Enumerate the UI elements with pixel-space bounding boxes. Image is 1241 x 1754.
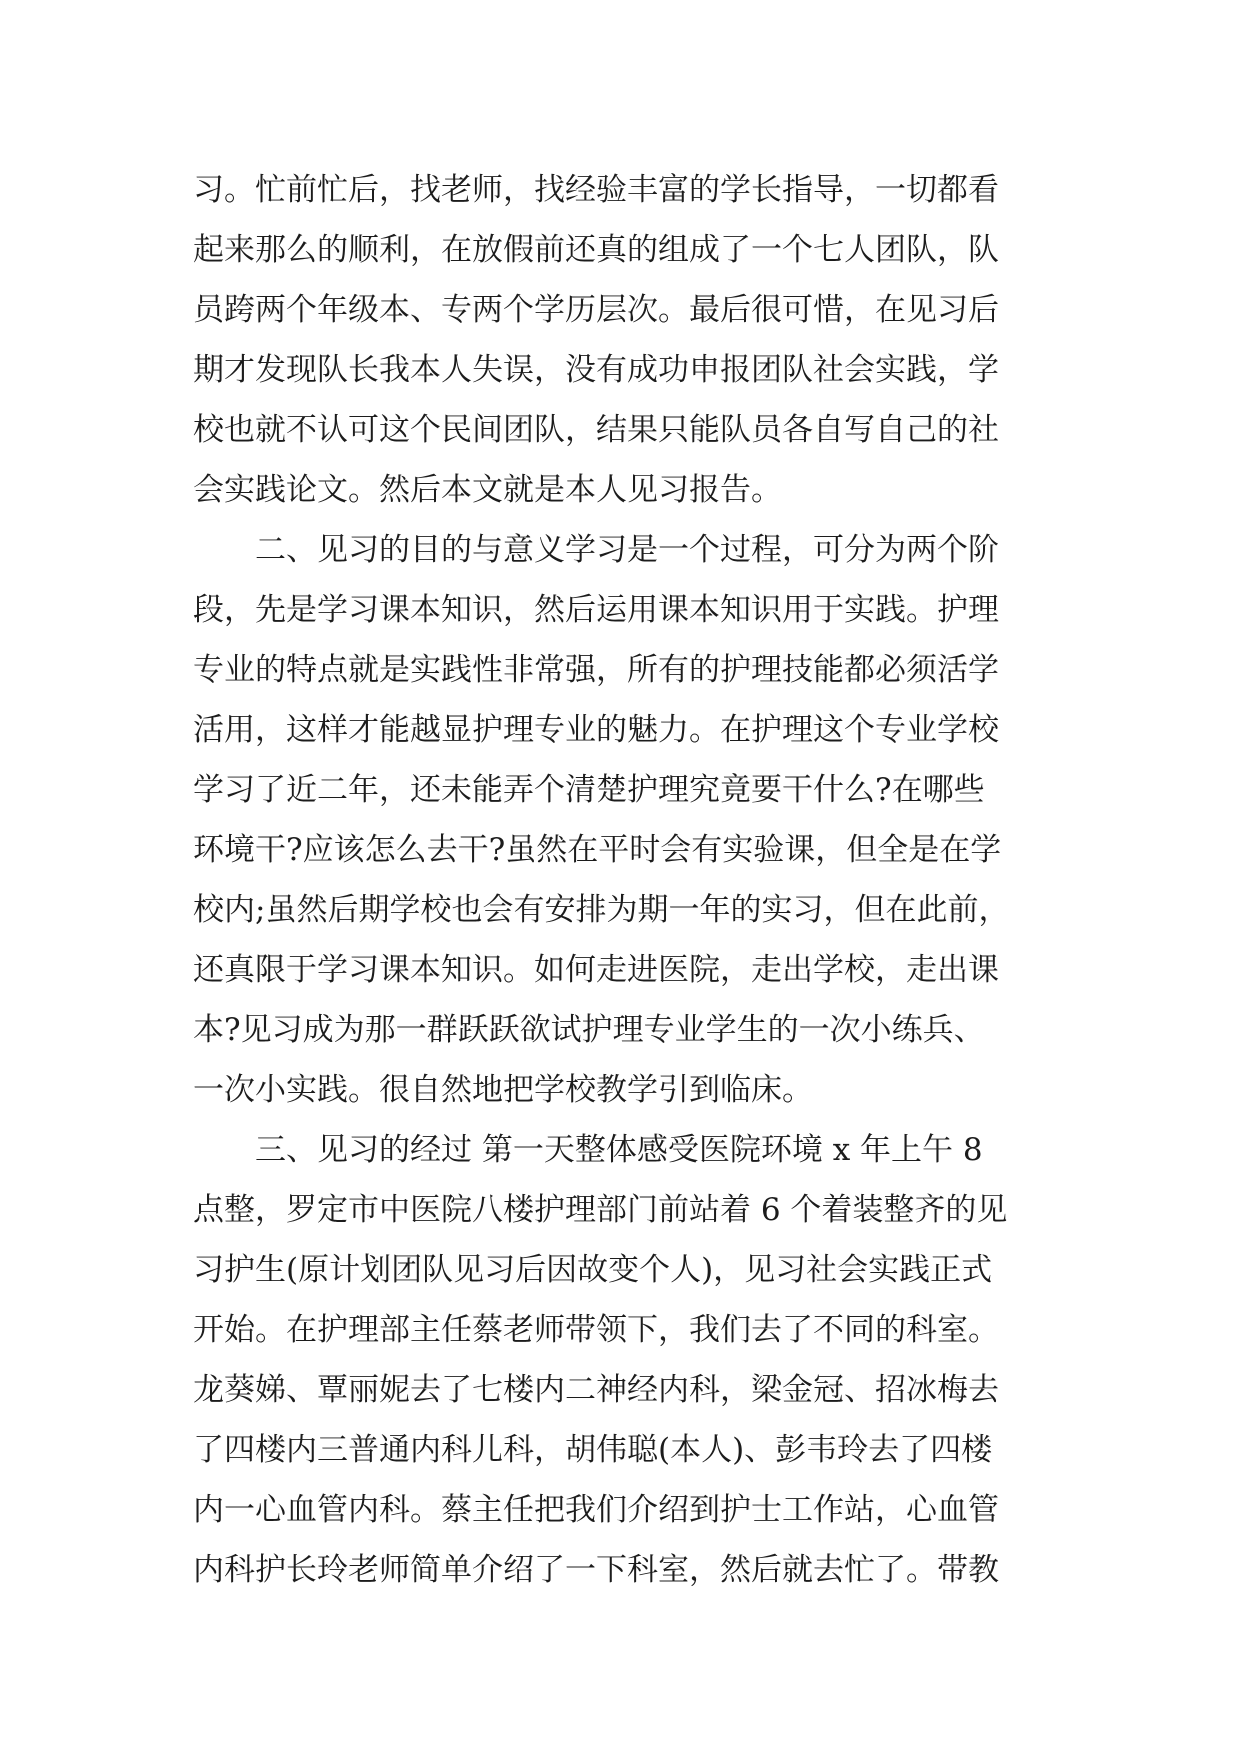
text-line: 了四楼内三普通内科儿科，胡伟聪(本人)、彭韦玲去了四楼	[193, 1432, 993, 1468]
text-line: 段，先是学习课本知识，然后运用课本知识用于实践。护理	[193, 592, 999, 628]
section-heading-line: 二、见习的目的与意义学习是一个过程，可分为两个阶	[193, 532, 999, 568]
text-line: 开始。在护理部主任蔡老师带领下，我们去了不同的科室。	[193, 1312, 999, 1348]
text-line: 本?见习成为那一群跃跃欲试护理专业学生的一次小练兵、	[193, 1012, 985, 1048]
text-line: 一次小实践。很自然地把学校教学引到临床。	[193, 1072, 813, 1108]
text-line: 习护生(原计划团队见习后因故变个人)，见习社会实践正式	[193, 1252, 993, 1288]
text-line: 点整，罗定市中医院八楼护理部门前站着 6 个着装整齐的见	[193, 1192, 1008, 1228]
text-line: 起来那么的顺利，在放假前还真的组成了一个七人团队，队	[193, 232, 999, 268]
text-line: 习。忙前忙后，找老师，找经验丰富的学长指导，一切都看	[193, 172, 999, 208]
text-line: 专业的特点就是实践性非常强，所有的护理技能都必须活学	[193, 652, 999, 688]
text-line: 期才发现队长我本人失误，没有成功申报团队社会实践，学	[193, 352, 999, 388]
text-line: 内科护长玲老师简单介绍了一下科室，然后就去忙了。带教	[193, 1552, 999, 1588]
document-body	[193, 160, 1053, 1600]
text-line: 校内;虽然后期学校也会有安排为期一年的实习，但在此前，	[193, 892, 1010, 928]
text-line: 还真限于学习课本知识。如何走进医院，走出学校，走出课	[193, 952, 999, 988]
text-line: 校也就不认可这个民间团队，结果只能队员各自写自己的社	[193, 412, 999, 448]
text-line: 学习了近二年，还未能弄个清楚护理究竟要干什么?在哪些	[193, 772, 985, 808]
section-heading-line: 三、见习的经过 第一天整体感受医院环境 x 年上午 8	[193, 1132, 983, 1168]
text-line: 活用，这样才能越显护理专业的魅力。在护理这个专业学校	[193, 712, 999, 748]
text-line: 会实践论文。然后本文就是本人见习报告。	[193, 472, 782, 508]
text-line: 龙葵娣、覃丽妮去了七楼内二神经内科，梁金冠、招冰梅去	[193, 1372, 999, 1408]
text-line: 环境干?应该怎么去干?虽然在平时会有实验课，但全是在学	[193, 832, 1002, 868]
text-line: 员跨两个年级本、专两个学历层次。最后很可惜，在见习后	[193, 292, 999, 328]
text-line: 内一心血管内科。蔡主任把我们介绍到护士工作站，心血管	[193, 1492, 999, 1528]
